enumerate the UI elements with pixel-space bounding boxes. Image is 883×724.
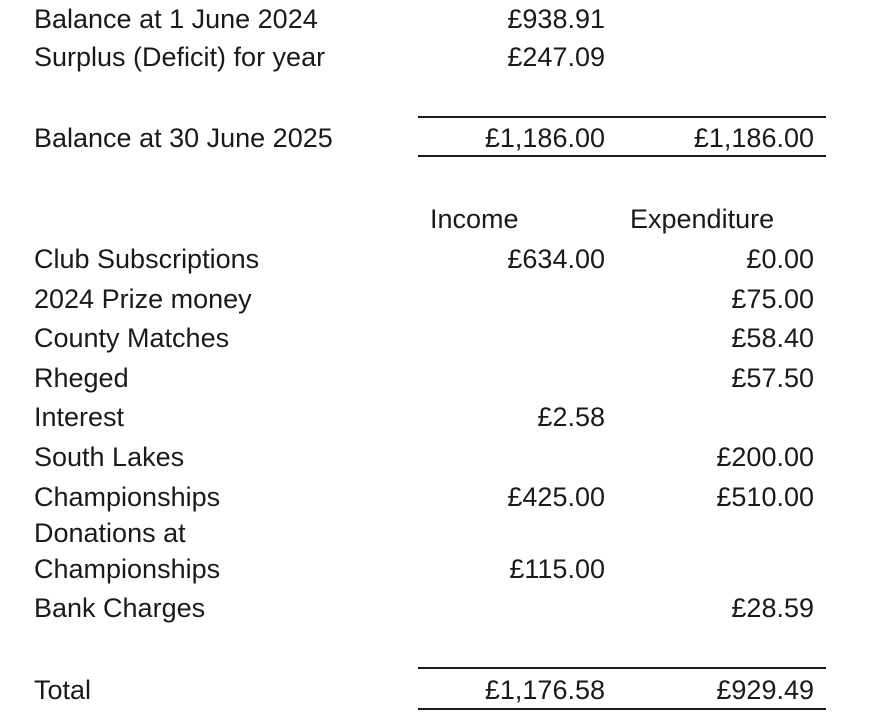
closing-bottom-rule — [418, 155, 826, 157]
row-label: Interest — [34, 402, 125, 432]
total-top-rule — [418, 667, 826, 669]
row-label: County Matches — [34, 323, 230, 353]
row-label: Rheged — [34, 363, 129, 393]
closing-balance-expenditure: £1,186.00 — [693, 123, 814, 153]
expenditure-header: Expenditure — [630, 204, 775, 234]
row-label: South Lakes — [34, 442, 185, 472]
row-income: £115.00 — [509, 554, 605, 584]
opening-balance-label: Balance at 1 June 2024 — [34, 4, 318, 34]
opening-balance-value: £938.91 — [507, 4, 605, 34]
total-bottom-rule — [418, 708, 826, 710]
surplus-value: £247.09 — [507, 42, 605, 72]
closing-balance-label: Balance at 30 June 2025 — [34, 123, 333, 153]
row-expenditure: £200.00 — [716, 442, 814, 472]
surplus-label: Surplus (Deficit) for year — [34, 42, 326, 72]
row-expenditure: £75.00 — [731, 284, 814, 314]
total-income: £1,176.58 — [484, 675, 605, 705]
total-expenditure: £929.49 — [716, 675, 814, 705]
total-label: Total — [34, 675, 92, 705]
row-label-line1: Donations at — [34, 518, 186, 548]
row-income: £634.00 — [507, 244, 605, 274]
row-label: Championships — [34, 482, 221, 512]
row-label: Club Subscriptions — [34, 244, 260, 274]
row-expenditure: £28.59 — [731, 593, 814, 623]
row-income: £2.58 — [537, 402, 605, 432]
closing-balance-income: £1,186.00 — [484, 123, 605, 153]
row-label: Bank Charges — [34, 593, 206, 623]
row-expenditure: £57.50 — [731, 363, 814, 393]
row-expenditure: £58.40 — [731, 323, 814, 353]
row-label: 2024 Prize money — [34, 284, 252, 314]
row-income: £425.00 — [507, 482, 605, 512]
row-label-line2: Championships — [34, 554, 221, 584]
closing-top-rule — [418, 116, 826, 118]
row-expenditure: £510.00 — [716, 482, 814, 512]
income-header: Income — [430, 204, 519, 234]
row-expenditure: £0.00 — [746, 244, 814, 274]
